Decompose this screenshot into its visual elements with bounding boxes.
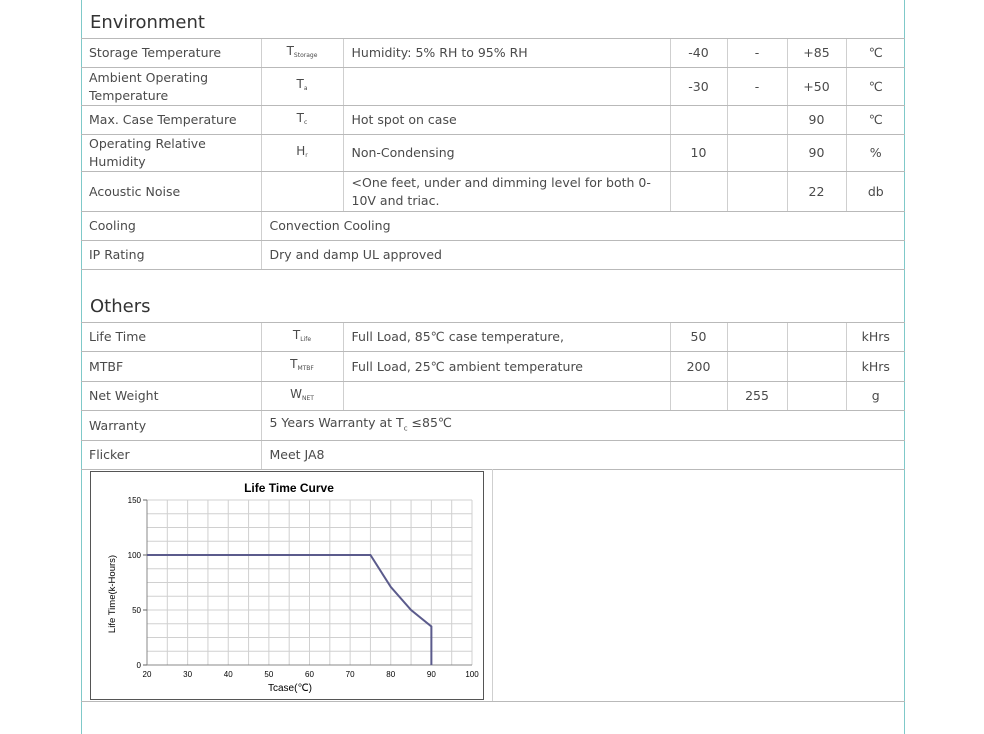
chart-x-tick-label: 50 [264, 670, 274, 679]
spec-row [81, 172, 905, 212]
chart-x-axis-label: Tcase(℃) [267, 683, 313, 694]
life-time-chart [90, 471, 484, 700]
min-cell: -30 [670, 68, 727, 106]
others-table [81, 322, 905, 470]
chart-x-tick-label: 30 [183, 670, 193, 679]
chart-x-tick-label: 100 [465, 670, 479, 679]
chart-x-tick-label: 20 [142, 670, 152, 679]
param-cell: Acoustic Noise [81, 172, 261, 212]
symbol-subscript: MTBF [297, 365, 314, 372]
condition-cell: Hot spot on case [343, 106, 670, 135]
min-cell: -40 [670, 39, 727, 68]
condition-cell: Non-Condensing [343, 135, 670, 172]
spec-row [81, 68, 905, 106]
symbol: T [290, 357, 298, 371]
environment-table [81, 38, 905, 270]
spec-row [81, 323, 905, 352]
warranty-text: 5 Years Warranty at T [269, 414, 404, 430]
max-cell: 22 [787, 172, 846, 212]
unit-cell: kHrs [846, 323, 905, 352]
spec-row [81, 135, 905, 172]
param-cell: Life Time [81, 323, 261, 352]
value-cell: Dry and damp UL approved [261, 241, 905, 270]
symbol-subscript: Life [300, 335, 312, 343]
unit-cell: ℃ [846, 68, 905, 106]
value-cell: Meet JA8 [261, 441, 905, 470]
min-cell [670, 172, 727, 212]
spec-row [81, 352, 905, 382]
symbol-cell [261, 352, 343, 382]
param-cell: Cooling [81, 212, 261, 241]
max-cell: +85 [787, 39, 846, 68]
unit-cell: kHrs [846, 352, 905, 382]
symbol: T [286, 43, 294, 58]
warranty-text-end: ≤85℃ [407, 414, 452, 430]
chart-svg [91, 472, 483, 699]
max-cell [787, 352, 846, 382]
chart-x-tick-label: 60 [305, 670, 314, 679]
max-cell: 90 [787, 135, 846, 172]
symbol-subscript: a [303, 85, 308, 92]
symbol: T [296, 77, 304, 91]
param-cell: MTBF [81, 352, 261, 382]
cooling-row [81, 212, 905, 241]
min-cell [670, 382, 727, 411]
value-cell [261, 411, 905, 441]
typ-cell [727, 323, 787, 352]
spec-row [81, 382, 905, 411]
param-cell: Operating Relative Humidity [81, 135, 261, 172]
typ-cell [727, 106, 787, 135]
warranty-row [81, 411, 905, 441]
unit-cell: g [846, 382, 905, 411]
chart-y-tick-label: 100 [127, 551, 141, 560]
unit-cell: ℃ [846, 39, 905, 68]
symbol-cell [261, 106, 343, 135]
typ-cell: 255 [727, 382, 787, 411]
symbol-subscript: NET [301, 394, 314, 402]
spec-row [81, 39, 905, 68]
max-cell [787, 323, 846, 352]
symbol-cell [261, 323, 343, 352]
table-bottom-line [81, 701, 905, 702]
chart-x-tick-label: 80 [386, 670, 396, 679]
param-cell: Warranty [81, 411, 261, 441]
chart-x-tick-label: 90 [426, 670, 436, 679]
symbol-subscript: r [305, 151, 308, 159]
min-cell: 10 [670, 135, 727, 172]
chart-title: Life Time Curve [244, 481, 334, 495]
warranty-subscript: c [403, 424, 408, 433]
symbol-cell [261, 39, 343, 68]
typ-cell: - [727, 68, 787, 106]
environment-heading: Environment [90, 12, 205, 33]
spec-row [81, 106, 905, 135]
symbol-subscript: Storage [293, 51, 318, 59]
symbol: W [290, 386, 302, 401]
chart-y-axis-label: Life Time(k-Hours) [107, 554, 118, 634]
symbol-subscript: c [304, 118, 308, 126]
condition-cell [343, 68, 670, 106]
symbol-cell [261, 135, 343, 172]
condition-cell: Full Load, 85℃ case temperature, [343, 323, 670, 352]
chart-y-tick-label: 0 [136, 661, 141, 670]
symbol-cell [261, 382, 343, 411]
typ-cell [727, 352, 787, 382]
value-cell: Convection Cooling [261, 212, 905, 241]
condition-cell: <One feet, under and dimming level for both 0-10V and triac. [343, 172, 670, 212]
max-cell [787, 382, 846, 411]
typ-cell: - [727, 39, 787, 68]
chart-x-tick-label: 40 [223, 670, 233, 679]
param-cell: Storage Temperature [81, 39, 261, 68]
flicker-row [81, 441, 905, 470]
chart-x-tick-label: 70 [345, 670, 355, 679]
chart-y-tick-label: 50 [132, 606, 141, 615]
symbol: T [292, 327, 301, 342]
param-cell: Net Weight [81, 382, 261, 411]
param-cell: Max. Case Temperature [81, 106, 261, 135]
unit-cell: % [846, 135, 905, 172]
chart-cell-divider [492, 469, 493, 701]
min-cell: 200 [670, 352, 727, 382]
chart-y-tick-label: 150 [127, 496, 141, 505]
symbol: T [296, 110, 305, 125]
typ-cell [727, 172, 787, 212]
max-cell: 90 [787, 106, 846, 135]
min-cell [670, 106, 727, 135]
unit-cell: db [846, 172, 905, 212]
typ-cell [727, 135, 787, 172]
max-cell: +50 [787, 68, 846, 106]
symbol-cell [261, 68, 343, 106]
condition-cell [343, 382, 670, 411]
ip-rating-row [81, 241, 905, 270]
condition-cell: Humidity: 5% RH to 95% RH [343, 39, 670, 68]
symbol-cell [261, 172, 343, 212]
unit-cell: ℃ [846, 106, 905, 135]
param-cell: IP Rating [81, 241, 261, 270]
param-cell: Ambient Operating Temperature [81, 68, 261, 106]
param-cell: Flicker [81, 441, 261, 470]
others-heading: Others [90, 296, 151, 317]
min-cell: 50 [670, 323, 727, 352]
symbol: H [296, 143, 306, 158]
condition-cell: Full Load, 25℃ ambient temperature [343, 352, 670, 382]
